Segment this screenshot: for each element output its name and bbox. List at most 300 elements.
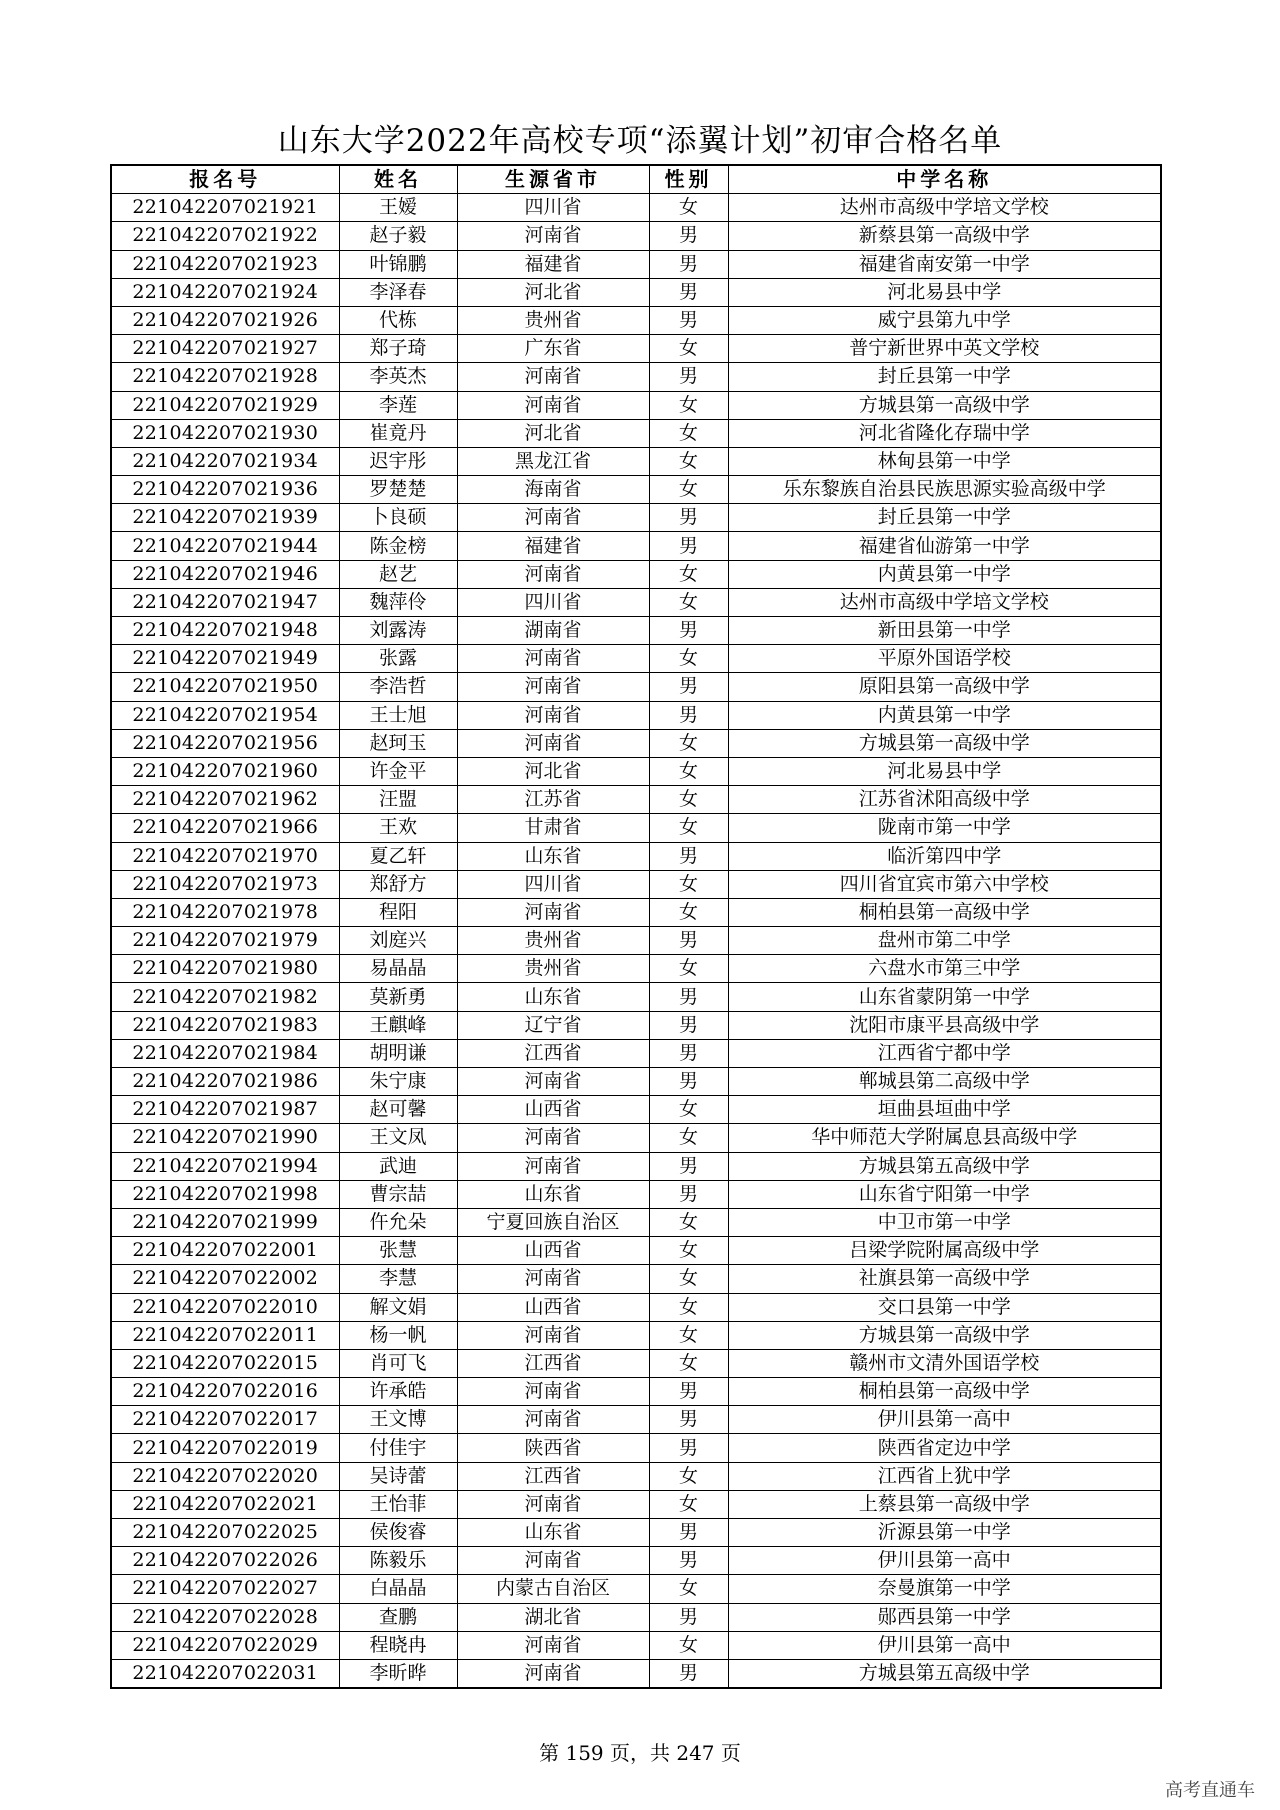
table-row [111,391,1161,419]
name-cell: 程阳 [339,898,457,926]
school-cell: 桐柏县第一高级中学 [728,898,1161,926]
gender-cell: 女 [649,1265,728,1293]
school-cell: 赣州市文清外国语学校 [728,1349,1161,1377]
school-cell: 垣曲县垣曲中学 [728,1096,1161,1124]
name-cell: 王怡菲 [339,1490,457,1518]
school-cell: 交口县第一中学 [728,1293,1161,1321]
name-cell: 刘庭兴 [339,927,457,955]
school-cell: 封丘县第一中学 [728,504,1161,532]
name-cell: 赵艺 [339,560,457,588]
school-cell: 林甸县第一中学 [728,447,1161,475]
gender-cell: 男 [649,617,728,645]
table-row [111,1265,1161,1293]
table-row [111,645,1161,673]
registration-number-cell: 221042207021936 [111,476,339,504]
name-cell: 易晶晶 [339,955,457,983]
province-cell: 河南省 [457,1152,649,1180]
name-cell: 查鹏 [339,1603,457,1631]
registration-number-cell: 221042207022029 [111,1631,339,1659]
school-cell: 方城县第一高级中学 [728,729,1161,757]
name-cell: 李泽春 [339,278,457,306]
table-row [111,1321,1161,1349]
name-cell: 卜良硕 [339,504,457,532]
province-cell: 河南省 [457,1631,649,1659]
header-row [111,165,1161,194]
gender-cell: 男 [649,504,728,532]
registration-number-cell: 221042207021948 [111,617,339,645]
registration-number-cell: 221042207021927 [111,335,339,363]
column-header-gender: 性别 [649,165,728,194]
table-row [111,955,1161,983]
province-cell: 河南省 [457,1490,649,1518]
gender-cell: 女 [649,1462,728,1490]
table-row [111,447,1161,475]
gender-cell: 女 [649,419,728,447]
gender-cell: 男 [649,250,728,278]
registration-number-cell: 221042207022019 [111,1434,339,1462]
school-cell: 六盘水市第三中学 [728,955,1161,983]
registration-number-cell: 221042207021983 [111,1011,339,1039]
gender-cell: 女 [649,335,728,363]
school-cell: 福建省南安第一中学 [728,250,1161,278]
name-cell: 侯俊睿 [339,1519,457,1547]
table-row [111,335,1161,363]
school-cell: 陕西省定边中学 [728,1434,1161,1462]
province-cell: 河北省 [457,757,649,785]
table-row [111,842,1161,870]
gender-cell: 女 [649,1575,728,1603]
name-cell: 朱宁康 [339,1068,457,1096]
name-cell: 杨一帆 [339,1321,457,1349]
gender-cell: 男 [649,1011,728,1039]
province-cell: 福建省 [457,532,649,560]
registration-number-cell: 221042207021956 [111,729,339,757]
name-cell: 刘露涛 [339,617,457,645]
province-cell: 山西省 [457,1096,649,1124]
province-cell: 山东省 [457,1519,649,1547]
gender-cell: 女 [649,1349,728,1377]
registration-number-cell: 221042207022020 [111,1462,339,1490]
table-row [111,1378,1161,1406]
school-cell: 社旗县第一高级中学 [728,1265,1161,1293]
province-cell: 福建省 [457,250,649,278]
school-cell: 平原外国语学校 [728,645,1161,673]
gender-cell: 女 [649,955,728,983]
school-cell: 沂源县第一中学 [728,1519,1161,1547]
name-cell: 李慧 [339,1265,457,1293]
registration-number-cell: 221042207022025 [111,1519,339,1547]
table-row [111,306,1161,334]
school-cell: 江西省上犹中学 [728,1462,1161,1490]
table-row [111,814,1161,842]
column-header-registration-number: 报名号 [111,165,339,194]
table-row [111,1462,1161,1490]
province-cell: 河南省 [457,729,649,757]
gender-cell: 男 [649,278,728,306]
table-row [111,898,1161,926]
province-cell: 黑龙江省 [457,447,649,475]
registration-number-cell: 221042207022031 [111,1659,339,1688]
province-cell: 江苏省 [457,786,649,814]
table-row [111,1519,1161,1547]
name-cell: 白晶晶 [339,1575,457,1603]
registration-number-cell: 221042207021944 [111,532,339,560]
name-cell: 赵可馨 [339,1096,457,1124]
gender-cell: 男 [649,532,728,560]
name-cell: 张露 [339,645,457,673]
table-row [111,476,1161,504]
province-cell: 河南省 [457,673,649,701]
school-cell: 山东省宁阳第一中学 [728,1180,1161,1208]
gender-cell: 男 [649,1180,728,1208]
roster-table [110,164,1162,1689]
registration-number-cell: 221042207021990 [111,1124,339,1152]
name-cell: 许金平 [339,757,457,785]
gender-cell: 男 [649,1519,728,1547]
registration-number-cell: 221042207021923 [111,250,339,278]
registration-number-cell: 221042207021978 [111,898,339,926]
gender-cell: 男 [649,673,728,701]
school-cell: 河北易县中学 [728,757,1161,785]
name-cell: 王文凤 [339,1124,457,1152]
province-cell: 河南省 [457,1068,649,1096]
name-cell: 陈毅乐 [339,1547,457,1575]
registration-number-cell: 221042207021934 [111,447,339,475]
document-title: 山东大学2022年高校专项“添翼计划”初审合格名单 [277,123,1003,159]
name-cell: 李昕晔 [339,1659,457,1688]
table-row [111,617,1161,645]
school-cell: 封丘县第一中学 [728,363,1161,391]
name-cell: 吴诗蕾 [339,1462,457,1490]
name-cell: 曹宗喆 [339,1180,457,1208]
column-header-name: 姓名 [339,165,457,194]
province-cell: 湖南省 [457,617,649,645]
school-cell: 陇南市第一中学 [728,814,1161,842]
registration-number-cell: 221042207021947 [111,588,339,616]
name-cell: 王欢 [339,814,457,842]
registration-number-cell: 221042207022021 [111,1490,339,1518]
table-row [111,419,1161,447]
gender-cell: 女 [649,1208,728,1236]
province-cell: 江西省 [457,1462,649,1490]
gender-cell: 女 [649,588,728,616]
gender-cell: 女 [649,757,728,785]
table-row [111,1152,1161,1180]
registration-number-cell: 221042207021984 [111,1039,339,1067]
school-cell: 伊川县第一高中 [728,1547,1161,1575]
watermark-logo: 高考直通车 [1165,1780,1255,1801]
gender-cell: 男 [649,1547,728,1575]
province-cell: 贵州省 [457,927,649,955]
gender-cell: 男 [649,927,728,955]
table-body [111,194,1161,1688]
gender-cell: 女 [649,1321,728,1349]
name-cell: 胡明谦 [339,1039,457,1067]
province-cell: 江西省 [457,1039,649,1067]
table-row [111,1011,1161,1039]
registration-number-cell: 221042207021982 [111,983,339,1011]
table-row [111,1349,1161,1377]
province-cell: 四川省 [457,870,649,898]
table-row [111,1237,1161,1265]
province-cell: 河南省 [457,1547,649,1575]
table-row [111,1208,1161,1236]
name-cell: 武迪 [339,1152,457,1180]
gender-cell: 女 [649,1631,728,1659]
registration-number-cell: 221042207021987 [111,1096,339,1124]
gender-cell: 男 [649,222,728,250]
name-cell: 代栋 [339,306,457,334]
registration-number-cell: 221042207021962 [111,786,339,814]
gender-cell: 女 [649,898,728,926]
table-row [111,532,1161,560]
table-row [111,1068,1161,1096]
school-cell: 伊川县第一高中 [728,1631,1161,1659]
registration-number-cell: 221042207022002 [111,1265,339,1293]
province-cell: 河南省 [457,1124,649,1152]
name-cell: 莫新勇 [339,983,457,1011]
school-cell: 新田县第一中学 [728,617,1161,645]
registration-number-cell: 221042207022010 [111,1293,339,1321]
table-row [111,1124,1161,1152]
table-row [111,1406,1161,1434]
province-cell: 甘肃省 [457,814,649,842]
name-cell: 程晓冉 [339,1631,457,1659]
name-cell: 李莲 [339,391,457,419]
registration-number-cell: 221042207021960 [111,757,339,785]
gender-cell: 女 [649,1490,728,1518]
registration-number-cell: 221042207021939 [111,504,339,532]
school-cell: 方城县第五高级中学 [728,1659,1161,1688]
registration-number-cell: 221042207021949 [111,645,339,673]
table-row [111,363,1161,391]
province-cell: 河南省 [457,560,649,588]
table-row [111,983,1161,1011]
registration-number-cell: 221042207021950 [111,673,339,701]
school-cell: 临沂第四中学 [728,842,1161,870]
school-cell: 达州市高级中学培文学校 [728,194,1161,222]
name-cell: 李英杰 [339,363,457,391]
name-cell: 夏乙轩 [339,842,457,870]
name-cell: 肖可飞 [339,1349,457,1377]
school-cell: 原阳县第一高级中学 [728,673,1161,701]
province-cell: 山东省 [457,842,649,870]
registration-number-cell: 221042207021929 [111,391,339,419]
registration-number-cell: 221042207021930 [111,419,339,447]
school-cell: 吕梁学院附属高级中学 [728,1237,1161,1265]
gender-cell: 女 [649,814,728,842]
page-footer: 第 159 页，共 247 页 [539,1741,741,1765]
registration-number-cell: 221042207022028 [111,1603,339,1631]
province-cell: 山西省 [457,1237,649,1265]
school-cell: 郸城县第二高级中学 [728,1068,1161,1096]
school-cell: 方城县第一高级中学 [728,391,1161,419]
table-row [111,1659,1161,1688]
gender-cell: 女 [649,870,728,898]
table-header [111,165,1161,194]
gender-cell: 男 [649,1039,728,1067]
school-cell: 威宁县第九中学 [728,306,1161,334]
name-cell: 解文娟 [339,1293,457,1321]
province-cell: 河南省 [457,1659,649,1688]
table-row [111,786,1161,814]
gender-cell: 女 [649,391,728,419]
gender-cell: 男 [649,842,728,870]
table-row [111,729,1161,757]
school-cell: 郧西县第一中学 [728,1603,1161,1631]
table-row [111,927,1161,955]
name-cell: 王士旭 [339,701,457,729]
name-cell: 罗楚楚 [339,476,457,504]
school-cell: 方城县第一高级中学 [728,1321,1161,1349]
province-cell: 贵州省 [457,306,649,334]
registration-number-cell: 221042207022015 [111,1349,339,1377]
gender-cell: 女 [649,1124,728,1152]
province-cell: 四川省 [457,588,649,616]
school-cell: 伊川县第一高中 [728,1406,1161,1434]
province-cell: 河南省 [457,898,649,926]
gender-cell: 女 [649,560,728,588]
school-cell: 普宁新世界中英文学校 [728,335,1161,363]
gender-cell: 男 [649,1068,728,1096]
gender-cell: 男 [649,1603,728,1631]
school-cell: 内黄县第一中学 [728,560,1161,588]
gender-cell: 男 [649,1378,728,1406]
name-cell: 陈金榜 [339,532,457,560]
province-cell: 湖北省 [457,1603,649,1631]
gender-cell: 男 [649,306,728,334]
column-header-province: 生源省市 [457,165,649,194]
registration-number-cell: 221042207021928 [111,363,339,391]
table-row [111,1293,1161,1321]
registration-number-cell: 221042207021994 [111,1152,339,1180]
name-cell: 仵允朵 [339,1208,457,1236]
gender-cell: 女 [649,447,728,475]
province-cell: 河南省 [457,391,649,419]
table-row [111,1039,1161,1067]
table-row [111,278,1161,306]
table-row [111,1434,1161,1462]
registration-number-cell: 221042207021926 [111,306,339,334]
school-cell: 盘州市第二中学 [728,927,1161,955]
table-row [111,1096,1161,1124]
school-cell: 奈曼旗第一中学 [728,1575,1161,1603]
province-cell: 河北省 [457,278,649,306]
table-row [111,1603,1161,1631]
gender-cell: 女 [649,476,728,504]
table-row [111,560,1161,588]
registration-number-cell: 221042207021921 [111,194,339,222]
name-cell: 张慧 [339,1237,457,1265]
column-header-school: 中学名称 [728,165,1161,194]
gender-cell: 女 [649,1096,728,1124]
province-cell: 河南省 [457,1406,649,1434]
name-cell: 汪盟 [339,786,457,814]
name-cell: 王麒峰 [339,1011,457,1039]
province-cell: 河南省 [457,1265,649,1293]
province-cell: 山西省 [457,1293,649,1321]
name-cell: 赵子毅 [339,222,457,250]
table-row [111,504,1161,532]
gender-cell: 女 [649,194,728,222]
gender-cell: 男 [649,983,728,1011]
table-row [111,1547,1161,1575]
school-cell: 新蔡县第一高级中学 [728,222,1161,250]
province-cell: 河南省 [457,1378,649,1406]
registration-number-cell: 221042207022001 [111,1237,339,1265]
school-cell: 江西省宁都中学 [728,1039,1161,1067]
table-row [111,870,1161,898]
registration-number-cell: 221042207021966 [111,814,339,842]
province-cell: 江西省 [457,1349,649,1377]
gender-cell: 女 [649,786,728,814]
table-row [111,1631,1161,1659]
name-cell: 王嫒 [339,194,457,222]
province-cell: 河南省 [457,1321,649,1349]
province-cell: 河南省 [457,701,649,729]
school-cell: 达州市高级中学培文学校 [728,588,1161,616]
gender-cell: 男 [649,1406,728,1434]
province-cell: 贵州省 [457,955,649,983]
name-cell: 郑子琦 [339,335,457,363]
table-row [111,673,1161,701]
province-cell: 陕西省 [457,1434,649,1462]
table-row [111,222,1161,250]
name-cell: 李浩哲 [339,673,457,701]
school-cell: 江苏省沭阳高级中学 [728,786,1161,814]
name-cell: 郑舒方 [339,870,457,898]
table-row [111,194,1161,222]
school-cell: 山东省蒙阴第一中学 [728,983,1161,1011]
school-cell: 河北易县中学 [728,278,1161,306]
registration-number-cell: 221042207022027 [111,1575,339,1603]
registration-number-cell: 221042207021954 [111,701,339,729]
province-cell: 内蒙古自治区 [457,1575,649,1603]
province-cell: 山东省 [457,1180,649,1208]
gender-cell: 女 [649,1237,728,1265]
gender-cell: 女 [649,645,728,673]
gender-cell: 女 [649,1293,728,1321]
school-cell: 桐柏县第一高级中学 [728,1378,1161,1406]
gender-cell: 男 [649,701,728,729]
table-row [111,588,1161,616]
province-cell: 广东省 [457,335,649,363]
registration-number-cell: 221042207021979 [111,927,339,955]
registration-number-cell: 221042207021924 [111,278,339,306]
table-row [111,701,1161,729]
registration-number-cell: 221042207021986 [111,1068,339,1096]
province-cell: 海南省 [457,476,649,504]
gender-cell: 男 [649,1434,728,1462]
province-cell: 河南省 [457,363,649,391]
province-cell: 河北省 [457,419,649,447]
registration-number-cell: 221042207021946 [111,560,339,588]
province-cell: 河南省 [457,645,649,673]
registration-number-cell: 221042207022016 [111,1378,339,1406]
province-cell: 宁夏回族自治区 [457,1208,649,1236]
name-cell: 崔竟丹 [339,419,457,447]
school-cell: 上蔡县第一高级中学 [728,1490,1161,1518]
gender-cell: 男 [649,1659,728,1688]
name-cell: 魏萍伶 [339,588,457,616]
school-cell: 方城县第五高级中学 [728,1152,1161,1180]
school-cell: 沈阳市康平县高级中学 [728,1011,1161,1039]
registration-number-cell: 221042207021970 [111,842,339,870]
province-cell: 山东省 [457,983,649,1011]
name-cell: 付佳宇 [339,1434,457,1462]
school-cell: 中卫市第一中学 [728,1208,1161,1236]
school-cell: 乐东黎族自治县民族思源实验高级中学 [728,476,1161,504]
